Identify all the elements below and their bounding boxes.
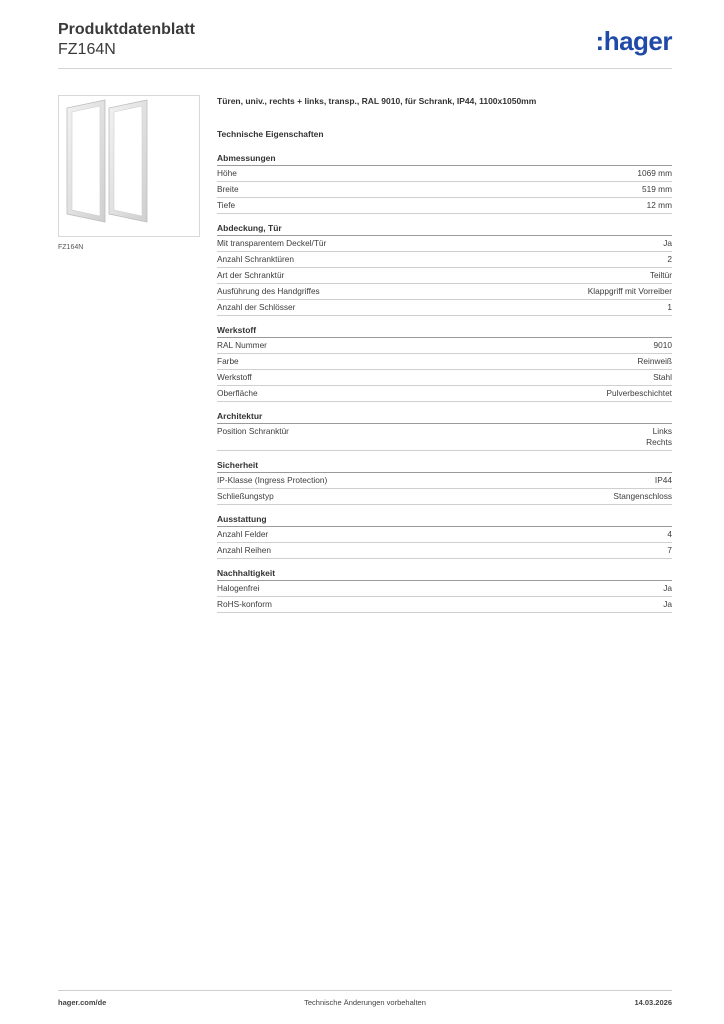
spec-value [663,238,672,249]
spec-value-line: Teiltür [649,270,672,280]
spec-value [663,599,672,610]
spec-value [663,583,672,594]
spec-value [646,426,672,448]
product-description: Türen, univ., rechts + links, transp., RAL 9010, für Schrank, IP44, 1100x1050mm [217,96,537,106]
spec-row [217,597,672,613]
image-caption: FZ164N [58,244,84,251]
footer-divider [58,990,672,991]
spec-value [647,200,672,211]
spec-row [217,182,672,198]
footer-disclaimer: Technische Änderungen vorbehalten [304,998,426,1007]
spec-value [642,184,672,195]
spec-value-line: 519 mm [642,184,672,194]
spec-section [217,411,672,451]
spec-label: Position Schranktür [217,426,289,436]
spec-value-line: Stahl [653,372,672,382]
spec-row [217,386,672,402]
spec-label: Anzahl Felder [217,529,269,539]
spec-label: Werkstoff [217,372,252,382]
spec-value-line: Pulverbeschichtet [606,388,672,398]
spec-value [667,302,672,313]
spec-row [217,338,672,354]
spec-label: Anzahl Schranktüren [217,254,295,264]
spec-value-line: Ja [663,583,672,593]
spec-value-line: 1 [667,302,672,312]
spec-value [588,286,672,297]
spec-label: Anzahl Reihen [217,545,271,555]
document-header [58,20,672,60]
spec-content [217,95,672,622]
spec-value-line: 2 [667,254,672,264]
spec-value-line: Ja [663,238,672,248]
footer-date: 14.03.2026 [634,998,672,1007]
spec-label: RAL Nummer [217,340,267,350]
spec-section [217,223,672,316]
spec-row [217,354,672,370]
spec-section [217,460,672,505]
section-title: Architektur [217,411,672,424]
spec-row [217,198,672,214]
spec-label: Oberfläche [217,388,258,398]
spec-value [607,388,673,399]
spec-value-line: 4 [667,529,672,539]
spec-row [217,473,672,489]
spec-label: Ausführung des Handgriffes [217,286,320,296]
spec-value [653,372,672,383]
spec-value [637,168,672,179]
spec-value-line: IP44 [654,475,672,485]
section-title: Abdeckung, Tür [217,223,672,236]
section-title: Sicherheit [217,460,672,473]
spec-value-line: Klappgriff mit Vorreiber [587,286,672,296]
spec-value-line: Stangenschloss [613,491,672,501]
tech-heading: Technische Eigenschaften [217,129,324,139]
spec-row [217,489,672,505]
spec-label: Mit transparentem Deckel/Tür [217,238,327,248]
spec-label: Anzahl der Schlösser [217,302,296,312]
product-image [58,95,200,237]
spec-section [217,153,672,214]
spec-row [217,300,672,316]
spec-value [667,545,672,556]
spec-value-line: 1069 mm [637,168,672,178]
spec-row [217,284,672,300]
spec-label: IP-Klasse (Ingress Protection) [217,475,328,485]
spec-value [667,529,672,540]
spec-value-line: Reinweiß [637,356,672,366]
spec-label: Art der Schranktür [217,270,285,280]
spec-label: Höhe [217,168,237,178]
spec-value [655,475,672,486]
document-title: Produktdatenblatt [58,21,195,38]
section-title: Ausstattung [217,514,672,527]
spec-value-line: Ja [663,599,672,609]
spec-row [217,527,672,543]
section-title: Werkstoff [217,325,672,338]
spec-label: Farbe [217,356,239,366]
section-title: Abmessungen [217,153,672,166]
spec-section [217,325,672,402]
section-title: Nachhaltigkeit [217,568,672,581]
spec-label: RoHS-konform [217,599,272,609]
spec-row [217,252,672,268]
spec-row [217,236,672,252]
spec-row [217,268,672,284]
spec-row [217,543,672,559]
spec-label: Breite [217,184,239,194]
header-divider [58,68,672,69]
spec-value-line: Links [652,426,672,436]
spec-value [637,356,672,367]
hager-logo: :hager [595,26,672,56]
spec-value [650,270,672,281]
spec-section [217,514,672,559]
footer-website[interactable]: hager.com/de [58,998,107,1007]
spec-sections [217,153,672,613]
spec-value-line: 9010 [653,340,672,350]
spec-label: Tiefe [217,200,236,210]
spec-row [217,581,672,597]
spec-row [217,370,672,386]
spec-value-line: 12 mm [646,200,672,210]
spec-row [217,166,672,182]
product-code: FZ164N [58,41,116,58]
spec-label: Halogenfrei [217,583,260,593]
spec-label: Schließungstyp [217,491,274,501]
spec-value-line: Rechts [646,437,672,447]
spec-value [613,491,672,502]
spec-value-line: 7 [667,545,672,555]
spec-value [654,340,672,351]
spec-row [217,424,672,451]
spec-value [667,254,672,265]
spec-section [217,568,672,613]
cabinet-doors-image [59,96,199,236]
